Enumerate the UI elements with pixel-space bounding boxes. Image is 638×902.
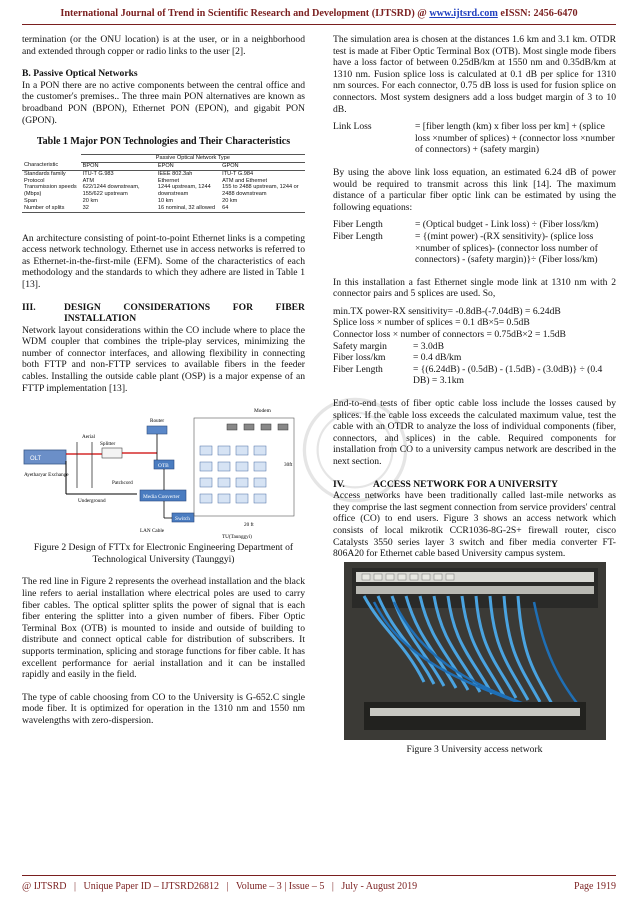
table-cell: Number of splits bbox=[22, 205, 81, 212]
paragraph: By using the above link loss equation, an estimated 6.24 dB of power would be required to transmit across this link [14]. The maximum distance of a particular fiber optic link can be estimated by using the following equations: bbox=[333, 166, 616, 213]
calculation-line bbox=[333, 364, 616, 387]
table-cell: ITU-T G.984 bbox=[222, 170, 254, 177]
paragraph: In a PON there are no active components between the central office and the customer's premises.. The three main PON alternatives are known as broadband PON (BPON), Ethernet PON (EPON), and gigabit PON (GPON). bbox=[22, 79, 305, 126]
table-cell: 622/1244 downstream, 155/622 upstream bbox=[82, 184, 140, 198]
calculation-line bbox=[333, 352, 616, 364]
router-label: Router bbox=[150, 418, 165, 425]
aerial-label: Aerial bbox=[82, 434, 95, 441]
table-header-cell: Characteristic bbox=[22, 162, 81, 170]
calculation-line: Connector loss × number of connectors = 0.75dB×2 = 1.5dB bbox=[333, 329, 566, 341]
link-loss-equation bbox=[333, 121, 616, 156]
equation-rhs: = {(mint power) -(RX sensitivity)- (splice loss ×number of splices)- (connector loss number of connectors) - (safety margin)}÷ (Fiber loss/km) bbox=[415, 230, 598, 266]
equation-lhs: Fiber Length bbox=[333, 219, 383, 231]
journal-name: International Journal of Trend in Scientific Research and Development (IJTSRD) @ bbox=[60, 8, 430, 19]
table-cell: 10 km bbox=[157, 197, 174, 204]
table-cell: 16 nominal, 32 allowed bbox=[156, 205, 220, 212]
table-cell: ATM bbox=[82, 177, 95, 184]
table-cell: 64 bbox=[220, 205, 305, 212]
table-cell: ITU-T G.983 bbox=[82, 170, 114, 177]
table-cell: Standards family bbox=[24, 170, 66, 177]
table-caption: Table 1 Major PON Technologies and Their Characteristics bbox=[36, 136, 291, 148]
table-header-cell bbox=[22, 155, 81, 163]
table-row bbox=[22, 170, 305, 177]
paragraph: The simulation area is chosen at the distances 1.6 km and 3.1 km. OTDR test is made at Fiber Optic Terminal Box (OTB). Most single mode fibers have a loss factor of between 0.25dB/km at 1550 nm and 0.35dB/km at 1310 nm. Fusion splice loss is calculated at 0.1 dB per splice for 1310 nm sources. For each connector, 0.75 dB loss is used for fusion splice on connectors. Most system designers add a loss budget margin of 3 to 10 dB. bbox=[333, 34, 616, 115]
paragraph: End-to-end tests of fiber optic cable loss include the losses caused by splices. If the cable loss exceeds the calculated maximum value, test the cable with an OTDR to analyze the loss of individual components (fiber, connectors, and splices) in the cable. Required components for installation from CO to a university campus network are described in the next section. bbox=[333, 398, 616, 467]
fiber-length-equation bbox=[333, 219, 616, 231]
width-30ft-label: 30ft bbox=[284, 462, 293, 469]
splitter-label: Splitter bbox=[100, 441, 116, 448]
university-access-network-photo bbox=[344, 562, 606, 740]
calc-lhs: Fiber loss/km bbox=[333, 352, 386, 364]
paragraph: An architecture consisting of point-to-point Ethernet links is a competing access network technology. Ethernet use in access networks is referred to as Ethernet-in-the-first-mile (EFM). Some of the characteristics of each methodology and the standards to which they adhere are listed in Table 1 [13]. bbox=[22, 232, 305, 290]
table-cell: 20 km bbox=[222, 197, 238, 204]
equation-rhs: = (Optical budget - Link loss) ÷ (Fiber loss/km) bbox=[415, 219, 599, 231]
journal-link[interactable]: www.ijtsrd.com bbox=[429, 8, 498, 19]
calc-rhs: = {(6.24dB) - (0.5dB) - (1.5dB) - (3.0dB)} ÷ (0.4 DB) = 3.1km bbox=[413, 363, 603, 387]
otb-label: OTB bbox=[158, 463, 169, 470]
pon-table bbox=[22, 154, 305, 212]
exchange-label: Ayetharyar Exchange bbox=[24, 472, 69, 479]
header-rule bbox=[22, 24, 616, 25]
table-row bbox=[22, 198, 305, 205]
calculation-line: Splice loss × number of splices = 0.1 dB×5= 0.5dB bbox=[333, 317, 530, 329]
paragraph: The type of cable choosing from CO to the University is G-652.C single mode fiber. It is optimized for operation in the 1310 nm and 1550 nm wavelengths with zero-dispersion. bbox=[22, 691, 305, 726]
equation-lhs: Link Loss bbox=[333, 121, 372, 133]
calc-lhs: Fiber Length bbox=[333, 363, 383, 375]
paragraph: Access networks have been traditionally called last-mile networks as they comprise the last segment connection from service providers' central office (CO) to end users. Figure 3 shows an access network which consists of local mikrotik CCR1036-8G-2S+ firewall router, cisco Catalysts 3550 series layer 3 switch and fiber media converter FT-806A20 for Ethernet cable based University campus system. bbox=[333, 490, 616, 560]
section-number: III. bbox=[22, 301, 36, 313]
journal-header bbox=[0, 8, 638, 19]
page-number: Page 1919 bbox=[574, 881, 616, 892]
underground-label: Underground bbox=[78, 498, 106, 505]
table-cell: IEEE 802.3ah bbox=[157, 170, 193, 177]
switch-label: Switch bbox=[175, 516, 190, 523]
right-column bbox=[333, 34, 616, 755]
media-converter-label: Media Converter bbox=[143, 494, 180, 501]
patchcord-label: Patchcord bbox=[112, 480, 133, 487]
paragraph: Network layout considerations within the CO include where to place the WDM coupler that combines the triple-play services, minimizing the number of connector interfaces, and allowing flexibility in connecting both FTTP and non-FTTP services to available fibers in the feeder cables. Installing the outside cable plant (OSP) is a major expense of an FTTP implementation [13]. bbox=[22, 324, 305, 394]
section-heading bbox=[333, 479, 616, 491]
table-cell: Transmission speeds (Mbps) bbox=[24, 184, 77, 198]
equation-rhs: = [fiber length (km) x fiber loss per km] + (splice loss ×number of splices) + (connector loss ×number of connectors) + (safety margin) bbox=[415, 121, 615, 156]
subsection-title: B. Passive Optical Networks bbox=[22, 68, 138, 80]
lan-cable-label: LAN Cable bbox=[140, 528, 165, 535]
modem-label: Modem bbox=[254, 408, 271, 415]
table-row bbox=[22, 184, 305, 198]
table-row bbox=[22, 178, 305, 185]
table-cell: Ethernet bbox=[157, 177, 180, 184]
journal-issn: eISSN: 2456-6470 bbox=[497, 8, 578, 19]
section-number: IV. bbox=[333, 478, 345, 490]
table-header-cell: GPON bbox=[220, 162, 305, 170]
calculation-line bbox=[333, 341, 616, 353]
calc-rhs: = 0.4 dB/km bbox=[413, 352, 462, 364]
table-row bbox=[22, 205, 305, 212]
table-header-cell: EPON bbox=[156, 162, 220, 170]
paragraph: The red line in Figure 2 represents the overhead installation and the black line refers to aerial installation where electrical poles are used to carry fiber cables. The optical splitter splits the power of signal that is each fiber entering the splitter into a given number of fibers. Fiber Optic Terminal Box (OTB) is mounted to inside and outside of building to distribute and connect optical cable for distribution of subscribers. It supports termination, splicing and storage functions for fiber cable. It has excellent performance for aerial installation and it can be installed rapidly and easily in the field. bbox=[22, 576, 305, 681]
calc-lhs: Safety margin bbox=[333, 340, 387, 352]
table-cell: 155 to 2488 upstream, 1244 or 2488 downstream bbox=[222, 184, 299, 198]
width-20ft-label: 20 ft bbox=[244, 522, 254, 529]
olt-label: OLT bbox=[30, 456, 42, 463]
figure-caption: Figure 2 Design of FTTx for Electronic Engineering Department of Technological University (Taunggyi) bbox=[33, 542, 294, 565]
section-heading bbox=[22, 302, 305, 325]
table-cell: 1244 upstream, 1244 downstream bbox=[157, 184, 211, 198]
figure-caption: Figure 3 University access network bbox=[406, 743, 543, 755]
calc-rhs: = 3.0dB bbox=[413, 340, 444, 352]
left-column bbox=[22, 34, 305, 727]
table-cell: ATM and Ethernet bbox=[222, 177, 268, 184]
table-group-header: Passive Optical Network Type bbox=[81, 155, 305, 163]
calculation-line: min.TX power-RX sensitivity= -0.8dB-(-7.04dB) = 6.24dB bbox=[333, 305, 561, 317]
section-title: DESIGN CONSIDERATIONS FOR FIBER INSTALLATION bbox=[64, 301, 305, 325]
section-title: ACCESS NETWORK FOR A UNIVERSITY bbox=[373, 478, 558, 490]
footer-rule bbox=[22, 875, 616, 876]
table-cell: Protocol bbox=[24, 177, 45, 184]
fiber-length-equation bbox=[333, 231, 616, 266]
table-cell: 20 km bbox=[82, 197, 98, 204]
paragraph: In this installation a fast Ethernet single mode link at 1310 nm with 2 connector pairs and 5 splices are used. So, bbox=[333, 276, 616, 300]
tu-label: TU(Taunggyi) bbox=[222, 534, 252, 541]
table-cell: Span bbox=[24, 197, 38, 204]
equation-lhs: Fiber Length bbox=[333, 230, 383, 242]
paragraph: termination (or the ONU location) is at the user, or in a neighborhood and extended through copper or radio links to the user [2]. bbox=[22, 34, 305, 57]
table-cell: 32 bbox=[81, 205, 156, 212]
footer-info: @ IJTSRD | Unique Paper ID – IJTSRD26812 | Volume – 3 | Issue – 5 | July - August 2019 bbox=[22, 881, 418, 892]
fttx-design-diagram bbox=[22, 398, 305, 542]
table-header-cell: BPON bbox=[81, 162, 156, 170]
